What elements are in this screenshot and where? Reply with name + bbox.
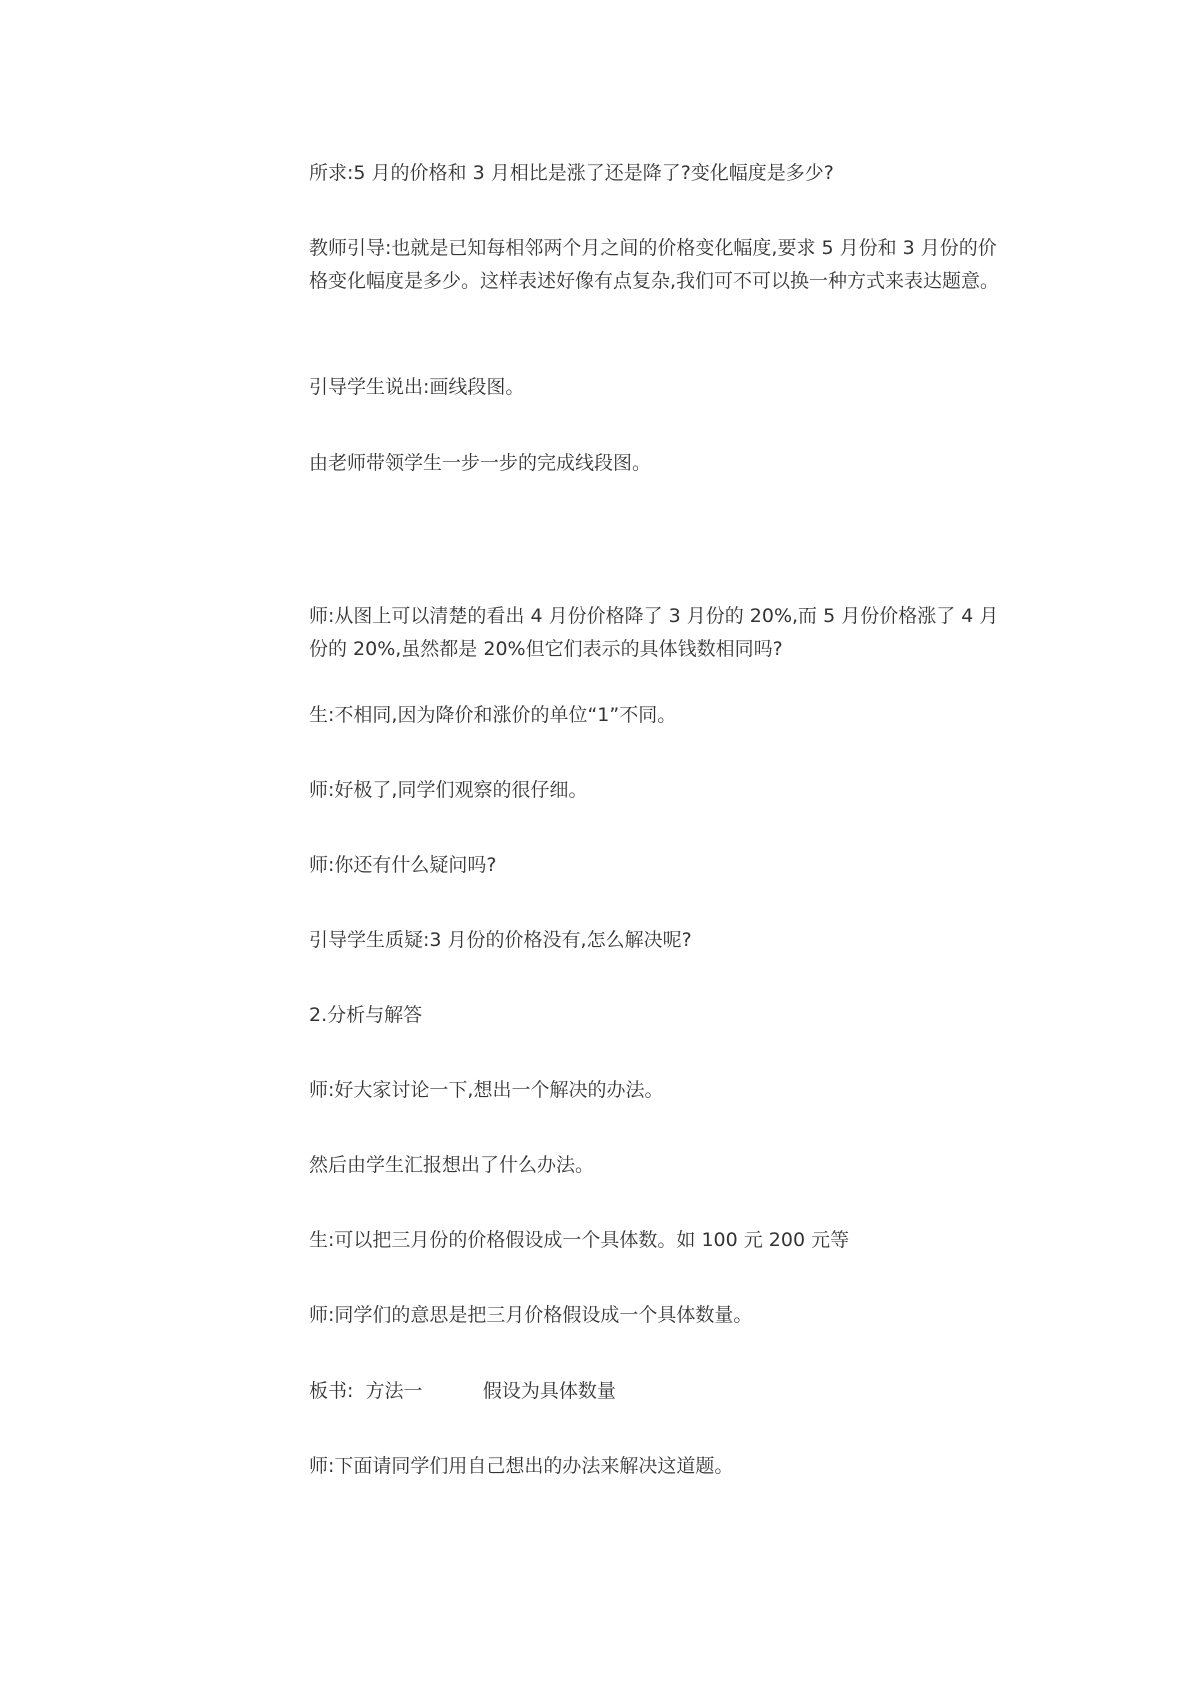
paragraph-draw-line-diagram: 引导学生说出:画线段图。 <box>309 376 525 398</box>
paragraph-complete-diagram: 由老师带领学生一步一步的完成线段图。 <box>309 452 652 474</box>
paragraph-student-answer: 生:不相同,因为降价和涨价的单位“1”不同。 <box>309 704 677 726</box>
paragraph-discussion: 师:好大家讨论一下,想出一个解决的办法。 <box>309 1079 664 1101</box>
paragraph-teacher-guidance: 教师引导:也就是已知每相邻两个月之间的价格变化幅度,要求 5 月份和 3 月份的价格变化幅度是多少。这样表述好像有点复杂,我们可不可以换一种方式来表达题意。 <box>309 237 1000 292</box>
paragraph-teacher-instruction: 师:下面请同学们用自己想出的办法来解决这道题。 <box>309 1455 734 1477</box>
paragraph-student-report: 然后由学生汇报想出了什么办法。 <box>309 1154 595 1176</box>
paragraph-teacher-observation: 师:从图上可以清楚的看出 4 月份价格降了 3 月份的 20%,而 5 月份价格涨了 4 月份的 20%,虽然都是 20%但它们表示的具体钱数相同吗? <box>309 605 999 660</box>
section-heading-analysis: 2.分析与解答 <box>309 1004 423 1026</box>
paragraph-student-method: 生:可以把三月份的价格假设成一个具体数。如 100 元 200 元等 <box>309 1229 850 1251</box>
paragraph-blackboard: 板书: 方法一 假设为具体数量 <box>309 1380 616 1402</box>
paragraph-teacher-praise: 师:好极了,同学们观察的很仔细。 <box>309 779 588 801</box>
paragraph-student-doubt: 引导学生质疑:3 月份的价格没有,怎么解决呢? <box>309 929 692 951</box>
paragraph-question: 所求:5 月的价格和 3 月相比是涨了还是降了?变化幅度是多少? <box>309 162 834 184</box>
paragraph-teacher-question: 师:你还有什么疑问吗? <box>309 854 497 876</box>
paragraph-teacher-summary: 师:同学们的意思是把三月价格假设成一个具体数量。 <box>309 1304 753 1326</box>
